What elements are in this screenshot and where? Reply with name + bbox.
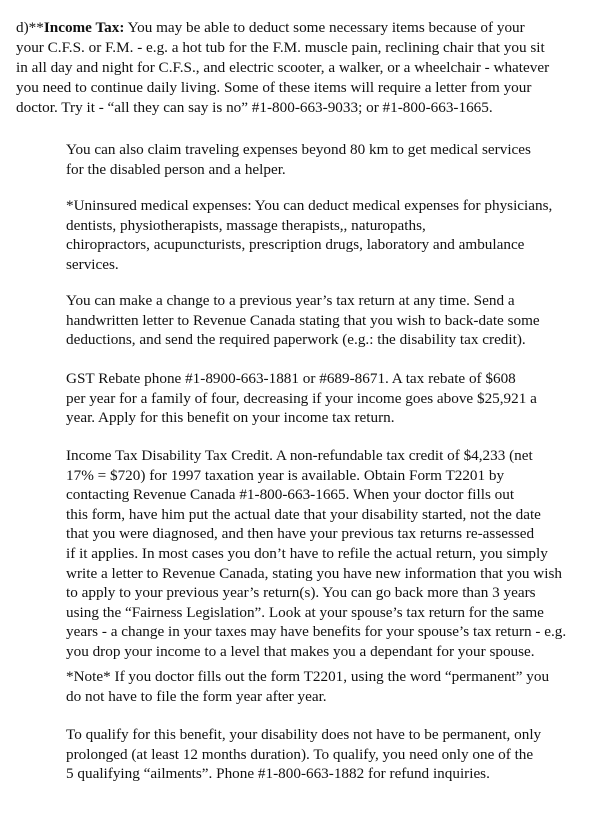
paragraph-line: per year for a family of four, decreasing if your income goes above $25,921 a (66, 389, 537, 407)
intro-line-2: your C.F.S. or F.M. - e.g. a hot tub for the F.M. muscle pain, reclining chair that you sit (16, 39, 545, 56)
paragraph-line: To qualify for this benefit, your disability does not have to be permanent, only (66, 726, 542, 743)
paragraph-line: services. (66, 255, 119, 273)
paragraph-line: years - a change in your taxes may have benefits for your spouse’s tax return - e.g. (66, 623, 567, 641)
paragraph-line: 5 qualifying “ailments”. Phone #1-800-663-1882 for refund inquiries. (66, 765, 490, 783)
income-tax-intro-paragraph (16, 18, 608, 118)
income-tax-heading: Income Tax: (43, 19, 125, 36)
paragraph-line: year. Apply for this benefit on your income tax return. (66, 409, 395, 427)
previous-tax-return-paragraph (66, 291, 612, 350)
paragraph-line: for the disabled person and a helper. (66, 160, 286, 178)
paragraph-line: Income Tax Disability Tax Credit. A non-refundable tax credit of $4,233 (net (66, 447, 533, 464)
paragraph-line: chiropractors, acupuncturists, prescription drugs, laboratory and ambulance (66, 236, 525, 254)
paragraph-line: write a letter to Revenue Canada, stating you have new information that you wish (66, 564, 562, 582)
paragraph-line: GST Rebate phone #1-8900-663-1881 or #689-8671. A tax rebate of $608 (66, 370, 516, 387)
paragraph-line: contacting Revenue Canada #1-800-663-1665. When your doctor fills out (66, 486, 515, 504)
qualification-paragraph (66, 725, 612, 784)
paragraph-line: using the “Fairness Legislation”. Look at your spouse’s tax return for the same (66, 603, 544, 621)
paragraph-line: *Uninsured medical expenses: You can deduct medical expenses for physicians, (66, 197, 553, 214)
paragraph-line: handwritten letter to Revenue Canada stating that you wish to back-date some (66, 311, 540, 329)
paragraph-line: 17% = $720) for 1997 taxation year is available. Obtain Form T2201 by (66, 466, 505, 484)
paragraph-line: to apply to your previous year’s return(s). You can go back more than 3 years (66, 584, 536, 602)
uninsured-medical-expenses-paragraph (66, 196, 612, 274)
gst-rebate-paragraph (66, 369, 612, 428)
intro-line-1-text: You may be able to deduct some necessary items because of your (124, 19, 525, 36)
intro-line-5: doctor. Try it - “all they can say is no” #1-800-663-9033; or #1-800-663-1665. (16, 99, 493, 116)
paragraph-line: *Note* If you doctor fills out the form T2201, using the word “permanent” you (66, 668, 550, 685)
paragraph-line: You can also claim traveling expenses beyond 80 km to get medical services (66, 141, 531, 158)
paragraph-line: that you were diagnosed, and then have your previous tax returns re-assessed (66, 525, 535, 543)
paragraph-line: do not have to file the form year after year. (66, 687, 327, 705)
paragraph-line: this form, have him put the actual date that your disability started, not the date (66, 505, 541, 523)
intro-line-1 (16, 18, 608, 38)
disability-tax-credit-paragraph (66, 446, 612, 662)
travel-expenses-paragraph (66, 140, 612, 179)
paragraph-line: dentists, physiotherapists, massage therapists,, naturopaths, (66, 216, 426, 234)
intro-prefix: d)** (16, 19, 44, 36)
intro-line-4: you need to continue daily living. Some of these items will require a letter from your (16, 79, 532, 96)
paragraph-line: You can make a change to a previous year’s tax return at any time. Send a (66, 292, 515, 309)
paragraph-line: prolonged (at least 12 months duration). To qualify, you need only one of the (66, 745, 534, 763)
note-paragraph (66, 667, 612, 706)
intro-line-3: in all day and night for C.F.S., and electric scooter, a walker, or a wheelchair - whatever (16, 59, 550, 76)
paragraph-line: if it applies. In most cases you don’t have to refile the actual return, you simply (66, 544, 548, 562)
paragraph-line: you drop your income to a level that makes you a dependant for your spouse. (66, 642, 535, 660)
paragraph-line: deductions, and send the required paperwork (e.g.: the disability tax credit). (66, 331, 526, 349)
